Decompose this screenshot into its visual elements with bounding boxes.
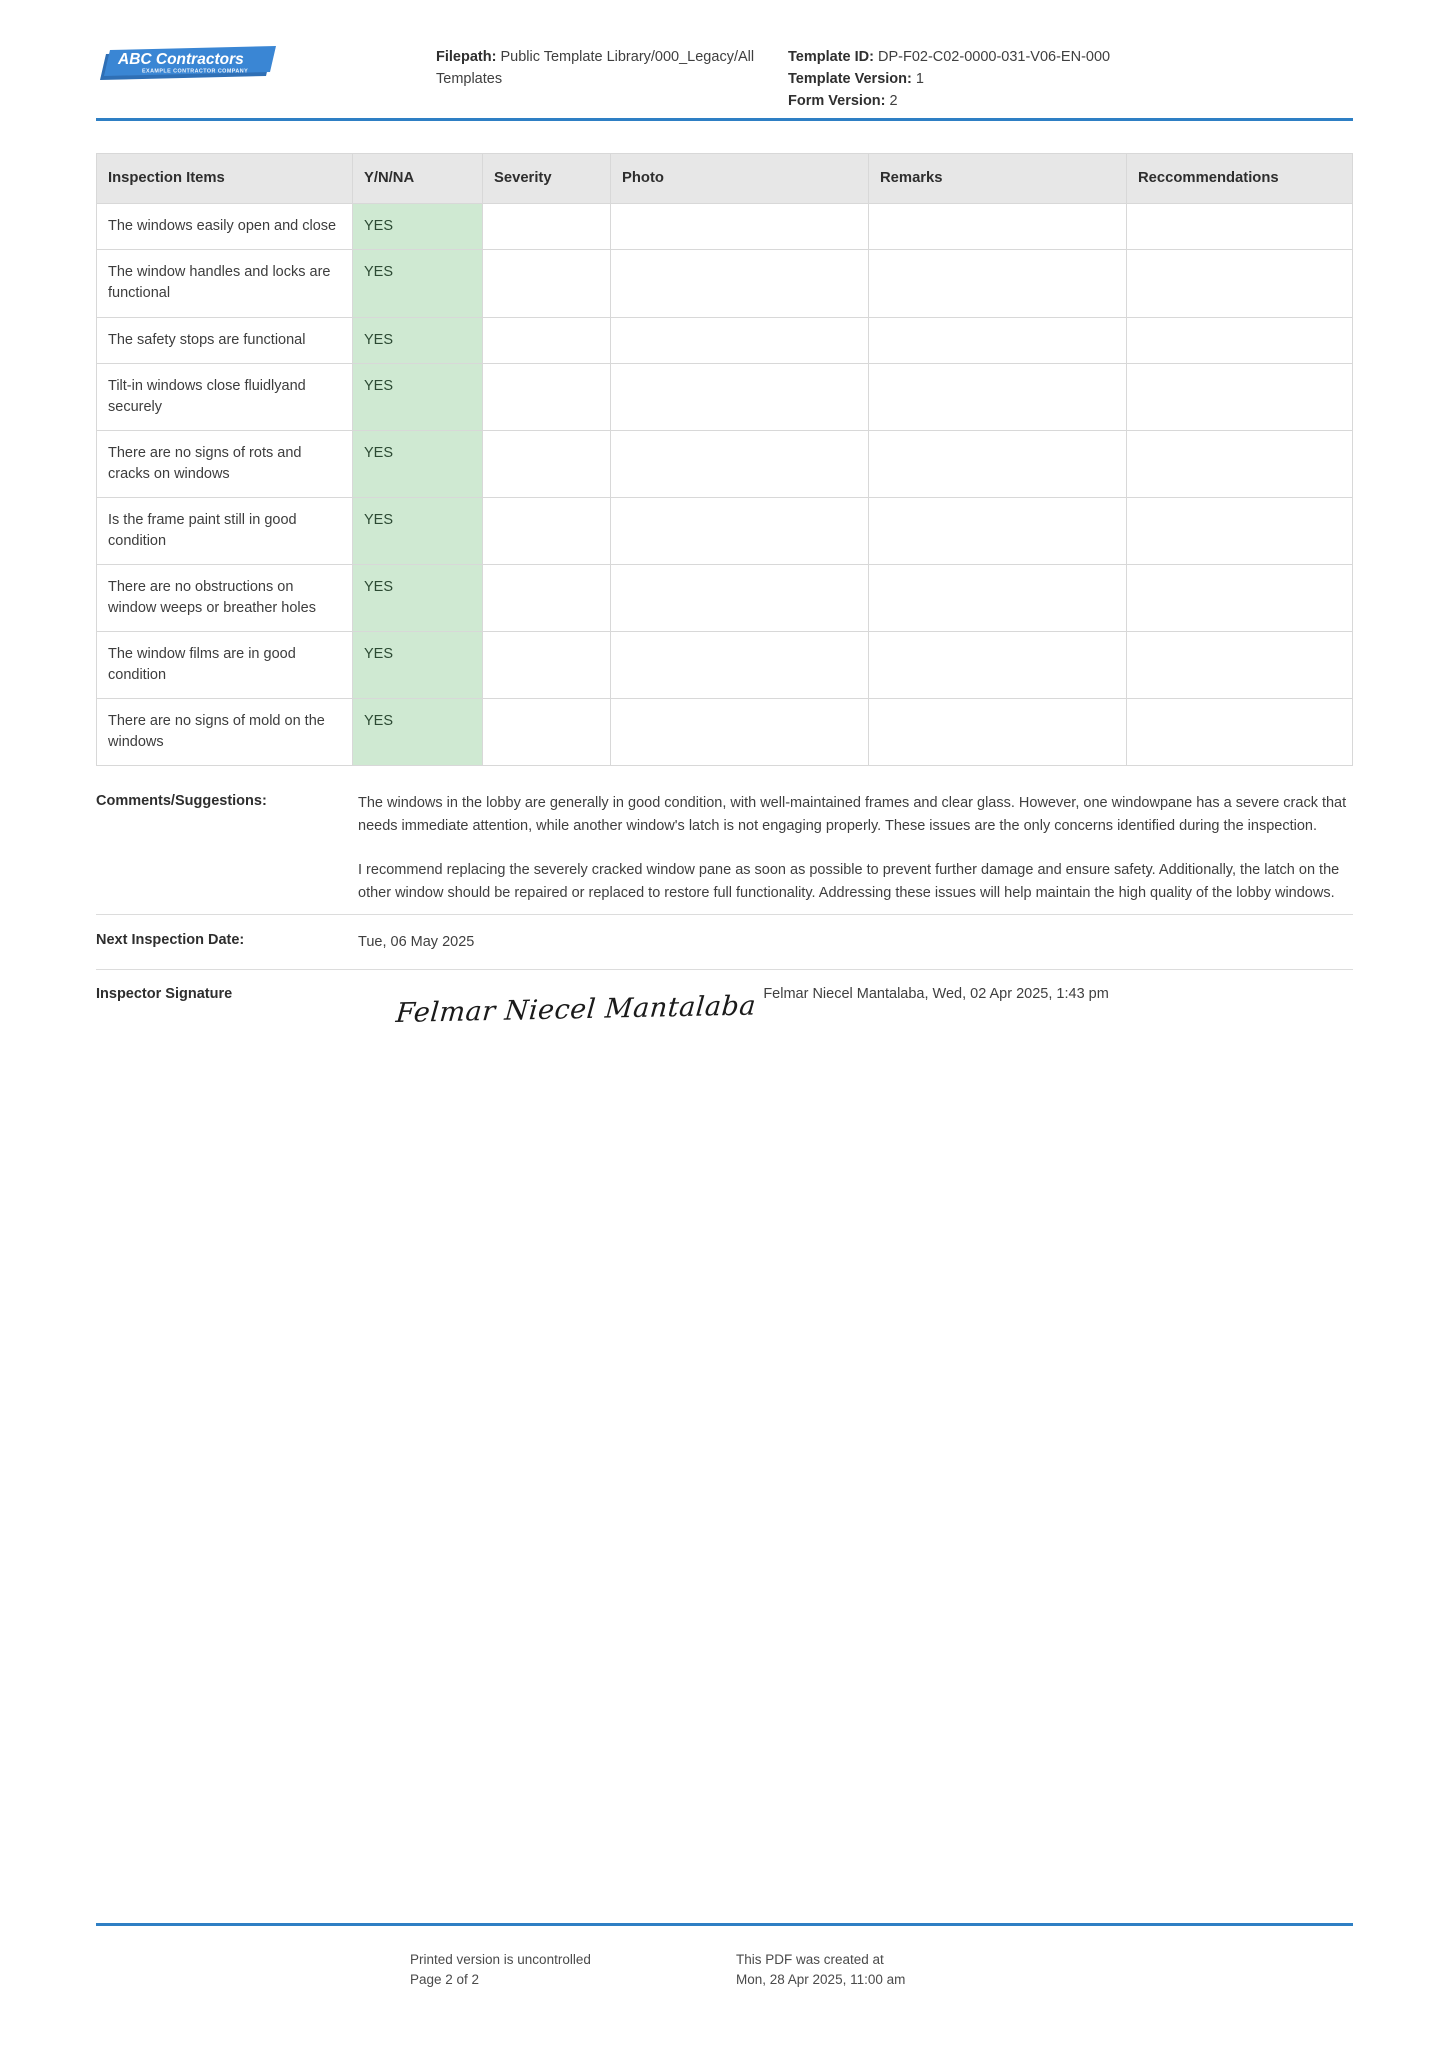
cell-ynna[interactable]: YES <box>353 317 483 363</box>
table-row <box>97 497 1353 564</box>
cell-remarks[interactable] <box>869 564 1127 631</box>
cell-inspection-item: There are no signs of mold on the windows <box>97 698 353 765</box>
cell-recommendations[interactable] <box>1127 564 1353 631</box>
cell-photo[interactable] <box>611 698 869 765</box>
cell-remarks[interactable] <box>869 317 1127 363</box>
comments-paragraph: I recommend replacing the severely cracked window pane as soon as possible to prevent further damage and ensure safety. Additionally, the latch on the other window should be repaired or replaced to restore full functionality. Addressing these issues will help maintain the high quality of the lobby windows. <box>358 861 1340 902</box>
cell-recommendations[interactable] <box>1127 363 1353 430</box>
cell-remarks[interactable] <box>869 250 1127 317</box>
document-header <box>96 0 1353 110</box>
company-logo <box>96 44 278 88</box>
cell-inspection-item: The safety stops are functional <box>97 317 353 363</box>
cell-photo[interactable] <box>611 317 869 363</box>
cell-severity[interactable] <box>483 317 611 363</box>
footer-divider <box>96 1923 1353 1926</box>
logo-cell <box>96 30 436 88</box>
column-header-recommendations: Reccommendations <box>1127 154 1353 204</box>
cell-severity[interactable] <box>483 698 611 765</box>
cell-ynna[interactable]: YES <box>353 430 483 497</box>
header-divider <box>96 118 1353 121</box>
cell-recommendations[interactable] <box>1127 631 1353 698</box>
cell-severity[interactable] <box>483 204 611 250</box>
table-row <box>97 250 1353 317</box>
cell-severity[interactable] <box>483 497 611 564</box>
cell-ynna[interactable]: YES <box>353 250 483 317</box>
cell-recommendations[interactable] <box>1127 317 1353 363</box>
table-header-row <box>97 154 1353 204</box>
table-row <box>97 363 1353 430</box>
column-header-inspection-items: Inspection Items <box>97 154 353 204</box>
footer-left-column <box>410 1950 736 1991</box>
inspector-signature-label: Inspector Signature <box>96 986 233 1003</box>
signature-image <box>358 986 758 1030</box>
cell-remarks[interactable] <box>869 698 1127 765</box>
inspector-signature-section <box>96 970 1353 1066</box>
cell-inspection-item: There are no obstructions on window weeps or breather holes <box>97 564 353 631</box>
pdf-created-at: Mon, 28 Apr 2025, 11:00 am <box>736 1971 906 1987</box>
cell-severity[interactable] <box>483 631 611 698</box>
cell-recommendations[interactable] <box>1127 204 1353 250</box>
cell-remarks[interactable] <box>869 497 1127 564</box>
inspection-table-body <box>97 204 1353 765</box>
cell-remarks[interactable] <box>869 430 1127 497</box>
cell-recommendations[interactable] <box>1127 497 1353 564</box>
form-version-label: Form Version: <box>788 93 886 110</box>
cell-remarks[interactable] <box>869 363 1127 430</box>
next-inspection-value: Tue, 06 May 2025 <box>358 933 475 950</box>
signature-name-timestamp: Felmar Niecel Mantalaba, Wed, 02 Apr 2025, 1:43 pm <box>763 986 1109 1003</box>
comments-section <box>96 766 1353 914</box>
cell-photo[interactable] <box>611 363 869 430</box>
table-row <box>97 631 1353 698</box>
filepath-line <box>436 46 788 90</box>
table-row <box>97 698 1353 765</box>
inspection-table-wrap <box>96 153 1353 766</box>
cell-inspection-item: The windows easily open and close <box>97 204 353 250</box>
cell-ynna[interactable]: YES <box>353 564 483 631</box>
cell-ynna[interactable]: YES <box>353 497 483 564</box>
table-row <box>97 430 1353 497</box>
form-version-value: 2 <box>889 93 898 110</box>
template-version-line <box>788 68 1353 90</box>
next-inspection-section <box>96 915 1353 969</box>
footer-right-column <box>736 1950 1353 1991</box>
comments-label: Comments/Suggestions: <box>96 792 267 809</box>
column-header-ynna: Y/N/NA <box>353 154 483 204</box>
table-row <box>97 564 1353 631</box>
template-meta-block <box>788 30 1353 112</box>
template-id-value: DP-F02-C02-0000-031-V06-EN-000 <box>877 49 1111 65</box>
cell-remarks[interactable] <box>869 204 1127 250</box>
next-inspection-label: Next Inspection Date: <box>96 931 245 948</box>
cell-recommendations[interactable] <box>1127 250 1353 317</box>
column-header-photo: Photo <box>611 154 869 204</box>
comments-paragraph: The windows in the lobby are generally in good condition, with well-maintained frames and clear glass. However, one windowpane has a severe crack that needs immediate attention, while another window's latch is not engaging properly. These issues are the only concerns identified during the inspection. <box>358 794 1347 835</box>
column-header-remarks: Remarks <box>869 154 1127 204</box>
cell-remarks[interactable] <box>869 631 1127 698</box>
cell-photo[interactable] <box>611 497 869 564</box>
cell-recommendations[interactable] <box>1127 430 1353 497</box>
cell-ynna[interactable]: YES <box>353 204 483 250</box>
document-footer <box>96 1923 1353 1991</box>
cell-inspection-item: There are no signs of rots and cracks on windows <box>97 430 353 497</box>
cell-severity[interactable] <box>483 250 611 317</box>
cell-severity[interactable] <box>483 363 611 430</box>
cell-photo[interactable] <box>611 250 869 317</box>
cell-inspection-item: Is the frame paint still in good condition <box>97 497 353 564</box>
page-number: Page 2 of 2 <box>410 1971 480 1987</box>
filepath-block <box>436 30 788 90</box>
table-row <box>97 317 1353 363</box>
cell-ynna[interactable]: YES <box>353 698 483 765</box>
column-header-severity: Severity <box>483 154 611 204</box>
cell-photo[interactable] <box>611 430 869 497</box>
cell-ynna[interactable]: YES <box>353 631 483 698</box>
cell-photo[interactable] <box>611 631 869 698</box>
template-id-label: Template ID: <box>788 49 874 65</box>
template-version-value: 1 <box>915 71 924 88</box>
cell-recommendations[interactable] <box>1127 698 1353 765</box>
cell-inspection-item: The window films are in good condition <box>97 631 353 698</box>
abc-contractors-logo-icon <box>96 44 278 90</box>
pdf-created-label: This PDF was created at <box>736 1951 884 1967</box>
cell-photo[interactable] <box>611 564 869 631</box>
cell-ynna[interactable]: YES <box>353 363 483 430</box>
logo-tagline: EXAMPLE CONTRACTOR COMPANY <box>142 68 249 75</box>
template-id-line <box>788 46 1353 68</box>
filepath-label: Filepath: <box>436 49 497 65</box>
template-version-label: Template Version: <box>788 71 912 88</box>
cell-inspection-item: The window handles and locks are functional <box>97 250 353 317</box>
table-row <box>97 204 1353 250</box>
filepath-value: Public Template Library/000_Legacy/All Templates <box>436 49 755 88</box>
comments-value <box>358 792 1353 906</box>
signature-script-text: Felmar Niecel Mantalaba <box>394 990 758 1030</box>
uncontrolled-notice: Printed version is uncontrolled <box>410 1951 591 1967</box>
logo-company-name: ABC Contractors <box>118 51 244 68</box>
cell-severity[interactable] <box>483 430 611 497</box>
inspection-table <box>96 153 1353 766</box>
footer-spacer <box>96 1950 410 1991</box>
form-version-line <box>788 90 1353 112</box>
cell-inspection-item: Tilt-in windows close fluidlyand securely <box>97 363 353 430</box>
cell-severity[interactable] <box>483 564 611 631</box>
cell-photo[interactable] <box>611 204 869 250</box>
